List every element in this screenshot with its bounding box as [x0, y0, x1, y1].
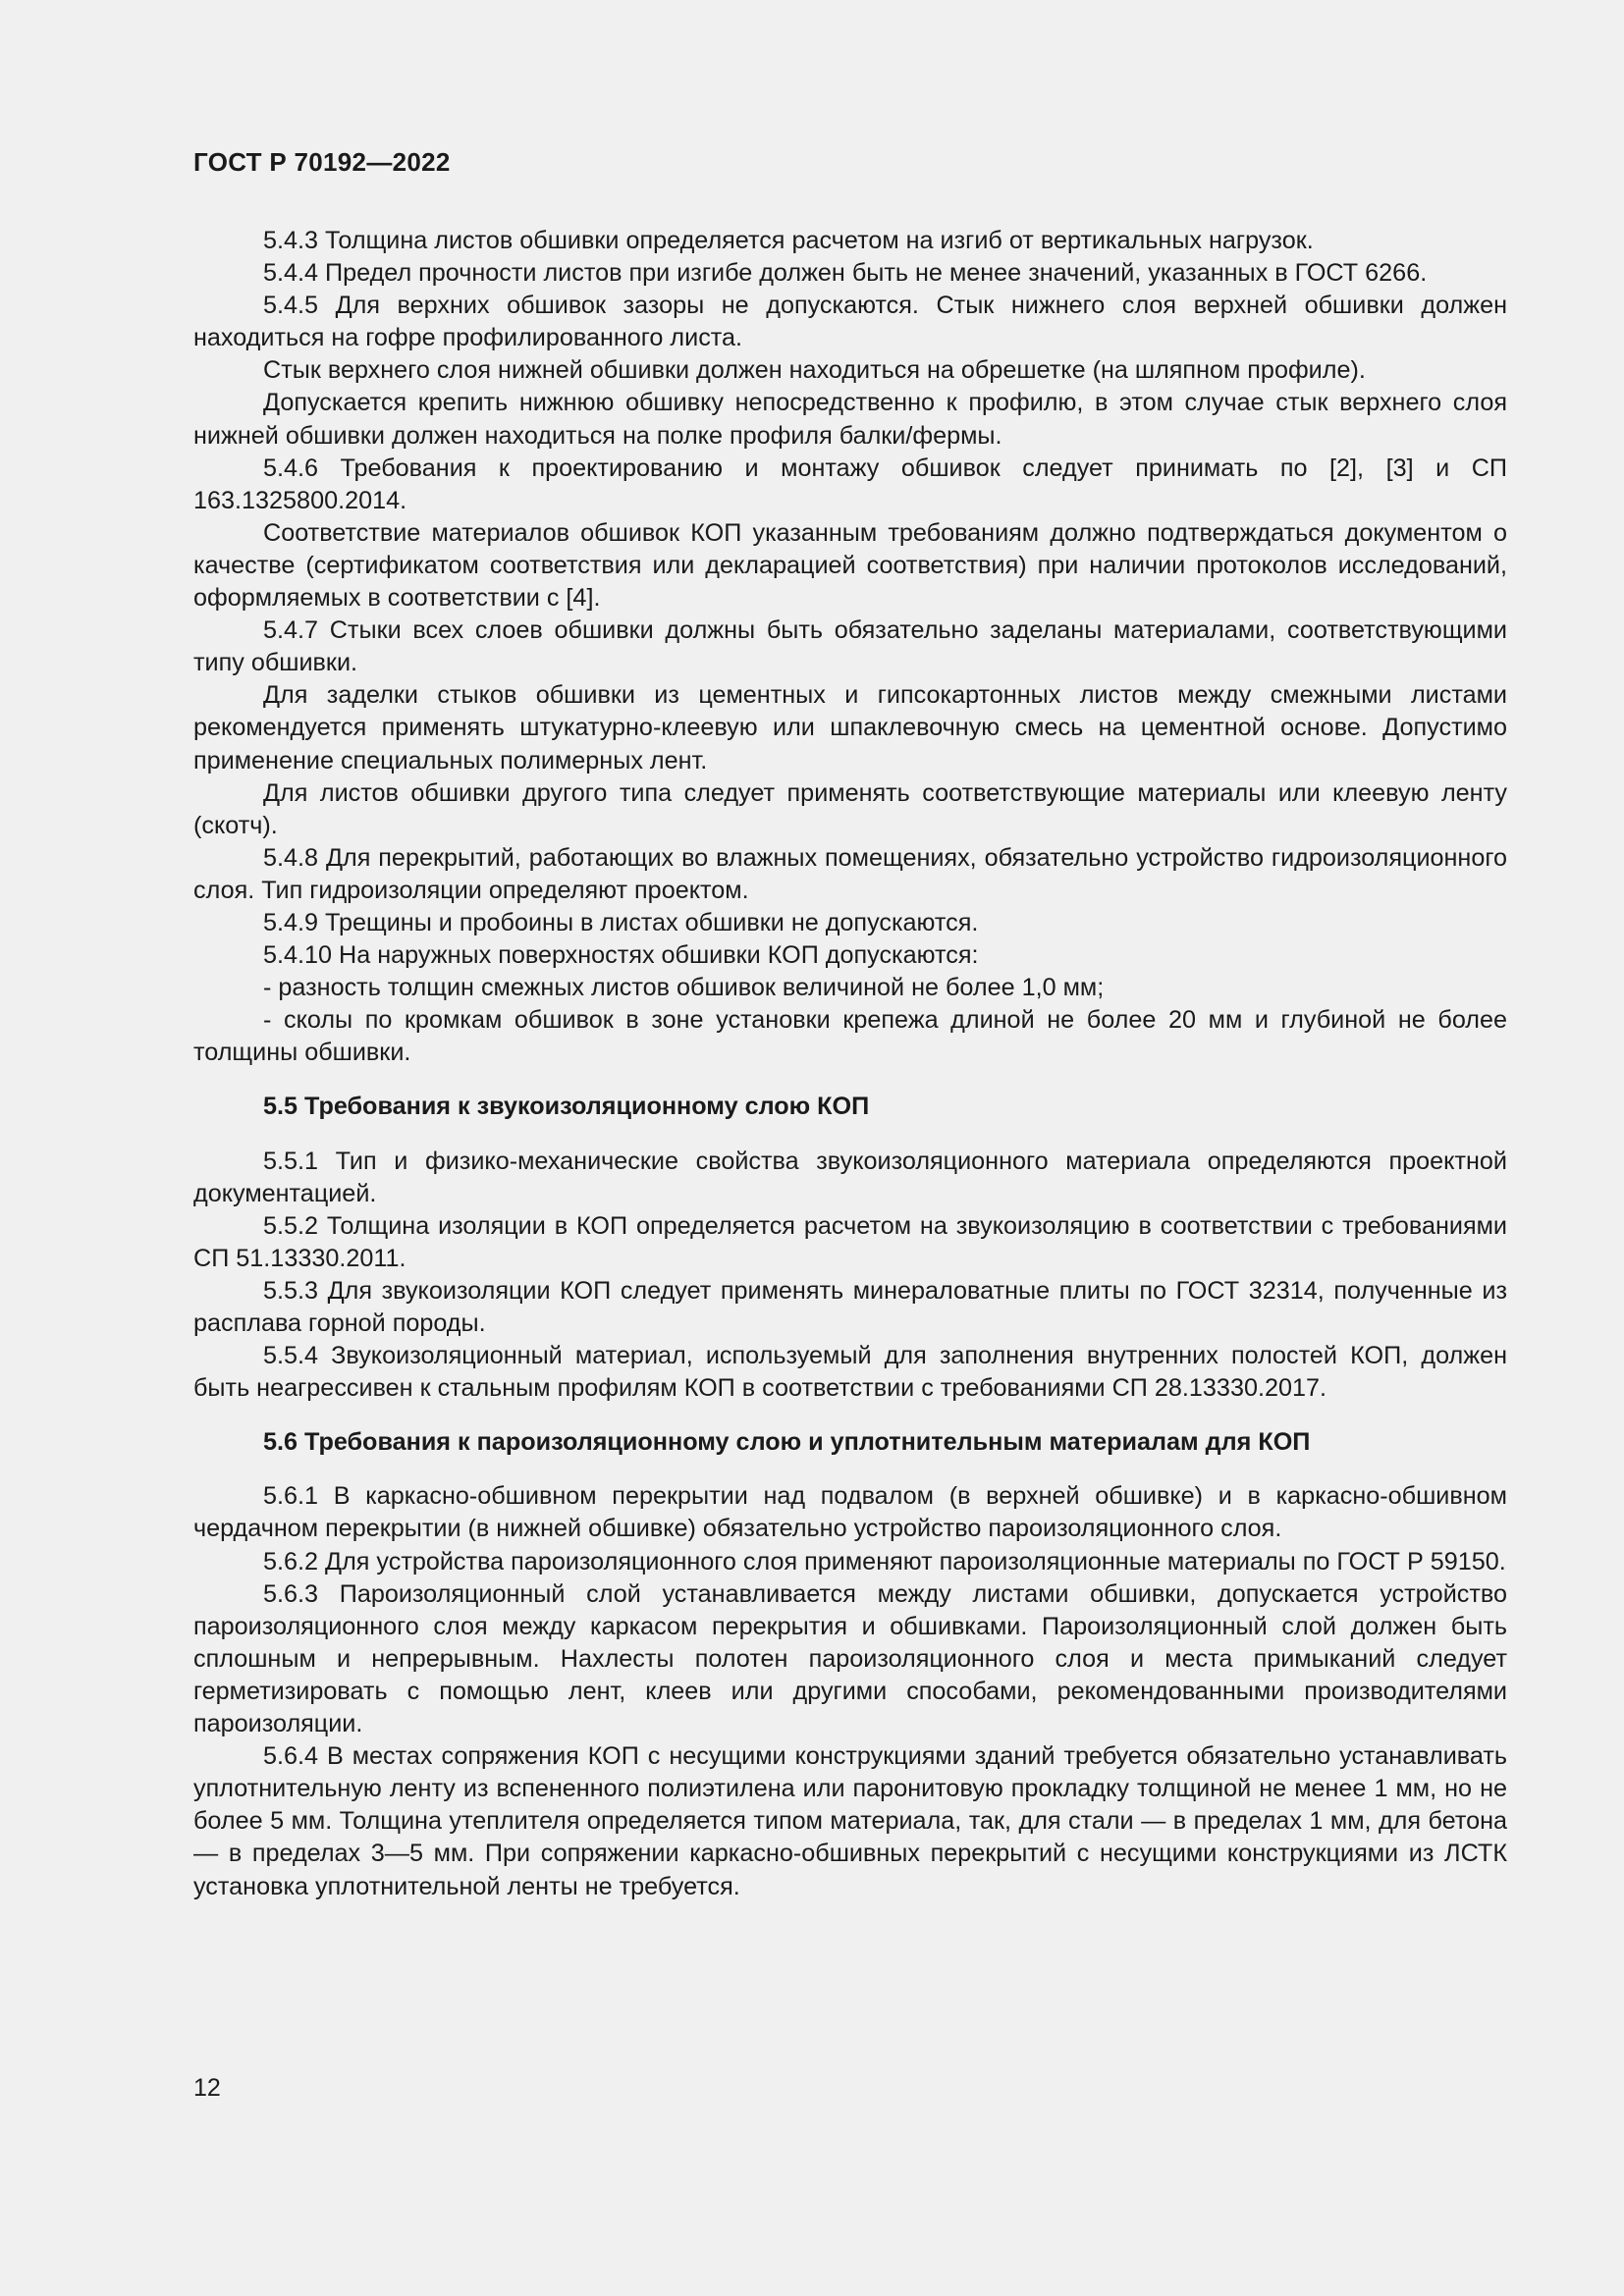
- list-item-thickness-difference: - разность толщин смежных листов обшивок величиной не более 1,0 мм;: [263, 974, 1105, 1002]
- paragraph-joint-sealing: Для заделки стыков обшивки из цементных и гипсокартонных листов между смежными листами рекомендуется применять штукатурно-клеевую или шпаклевочную смесь на цементной основе. Допустимо применение специальных полимерных лент.: [193, 681, 1507, 774]
- paragraph-5-5-1: 5.5.1 Тип и физико-механические свойства звукоизоляционного материала определяются проектной документацией.: [193, 1147, 1507, 1207]
- paragraph-5-5-2: 5.5.2 Толщина изоляции в КОП определяется расчетом на звукоизоляцию в соответствии с требованиями СП 51.13330.2011.: [193, 1211, 1507, 1272]
- paragraph-5-4-5: 5.4.5 Для верхних обшивок зазоры не допускаются. Стык нижнего слоя верхней обшивки должен находиться на гофре профилированного листа.: [193, 292, 1507, 352]
- paragraph-5-6-2: 5.6.2 Для устройства пароизоляционного слоя применяют пароизоляционные материалы по ГОСТ Р 59150.: [263, 1547, 1506, 1575]
- paragraph-5-4-6: 5.4.6 Требования к проектированию и монтажу обшивок следует принимать по [2], [3] и СП 163.1325800.2014.: [193, 454, 1507, 514]
- page-number: 12: [193, 2074, 221, 2102]
- list-item-edge-chips: - сколы по кромкам обшивок в зоне установки крепежа длиной не более 20 мм и глубиной не более толщины обшивки.: [193, 1006, 1507, 1067]
- paragraph-5-4-3: 5.4.3 Толщина листов обшивки определяется расчетом на изгиб от вертикальных нагрузок.: [263, 227, 1314, 254]
- paragraph-joint-upper-layer: Стык верхнего слоя нижней обшивки должен находиться на обрешетке (на шляпном профиле).: [263, 356, 1366, 385]
- paragraph-5-4-4: 5.4.4 Предел прочности листов при изгибе должен быть не менее значений, указанных в ГОСТ 6266.: [263, 259, 1428, 288]
- paragraph-5-5-3: 5.5.3 Для звукоизоляции КОП следует применять минераловатные плиты по ГОСТ 32314, полученные из расплава горной породы.: [193, 1276, 1507, 1337]
- paragraph-conformity: Соответствие материалов обшивок КОП указанным требованиям должно подтверждаться документом о качестве (сертификатом соответствия или декларацией соответствия) при наличии протоколов исследований, оформляемых в соответствии с [4].: [193, 518, 1507, 613]
- document-body: [193, 225, 1507, 1903]
- section-heading-5-5: 5.5 Требования к звукоизоляционному слою КОП: [263, 1093, 870, 1121]
- paragraph-5-4-9: 5.4.9 Трещины и пробоины в листах обшивки не допускаются.: [263, 908, 979, 936]
- document-code-header: ГОСТ Р 70192—2022: [193, 147, 451, 177]
- paragraph-5-4-10: 5.4.10 На наружных поверхностях обшивки КОП допускаются:: [263, 941, 979, 970]
- paragraph-5-4-7: 5.4.7 Стыки всех слоев обшивки должны быть обязательно заделаны материалами, соответствующими типу обшивки.: [193, 616, 1507, 677]
- section-heading-5-6: 5.6 Требования к пароизоляционному слою и уплотнительным материалам для КОП: [263, 1428, 1311, 1457]
- paragraph-5-6-4: 5.6.4 В местах сопряжения КОП с несущими конструкциями зданий требуется обязательно устанавливать уплотнительную ленту из вспененного полиэтилена или паронитовую прокладку толщиной не менее 1 мм, но не более 5 мм. Толщина утеплителя определяется типом материала, так, для стали — в пределах 1 мм, для бетона — в пределах 3—5 мм. При сопряжении каркасно-обшивных перекрытий с несущими конструкциями из ЛСТК установка уплотнительной ленты не требуется.: [193, 1742, 1507, 1900]
- paragraph-5-5-4: 5.5.4 Звукоизоляционный материал, используемый для заполнения внутренних полостей КОП, должен быть неагрессивен к стальным профилям КОП в соответствии с требованиями СП 28.13330.2017.: [193, 1342, 1507, 1403]
- paragraph-5-6-1: 5.6.1 В каркасно-обшивном перекрытии над подвалом (в верхней обшивке) и в каркасно-обшивном чердачном перекрытии (в нижней обшивке) обязательно устройство пароизоляционного слоя.: [193, 1482, 1507, 1543]
- paragraph-lower-lining-fixing: Допускается крепить нижнюю обшивку непосредственно к профилю, в этом случае стык верхнего слоя нижней обшивки должен находиться на полке профиля балки/фермы.: [193, 389, 1507, 450]
- paragraph-5-6-3: 5.6.3 Пароизоляционный слой устанавливается между листами обшивки, допускается устройство пароизоляционного слоя между каркасом перекрытия и обшивками. Пароизоляционный слой должен быть сплошным и непрерывным. Нахлесты полотен пароизоляционного слоя и места примыканий следует герметизировать с помощью лент, клеев или другими способами, рекомендованными производителями пароизоляции.: [193, 1579, 1507, 1738]
- paragraph-other-sheets: Для листов обшивки другого типа следует применять соответствующие материалы или клеевую ленту (скотч).: [193, 778, 1507, 839]
- paragraph-5-4-8: 5.4.8 Для перекрытий, работающих во влажных помещениях, обязательно устройство гидроизоляционного слоя. Тип гидроизоляции определяют проектом.: [193, 843, 1507, 904]
